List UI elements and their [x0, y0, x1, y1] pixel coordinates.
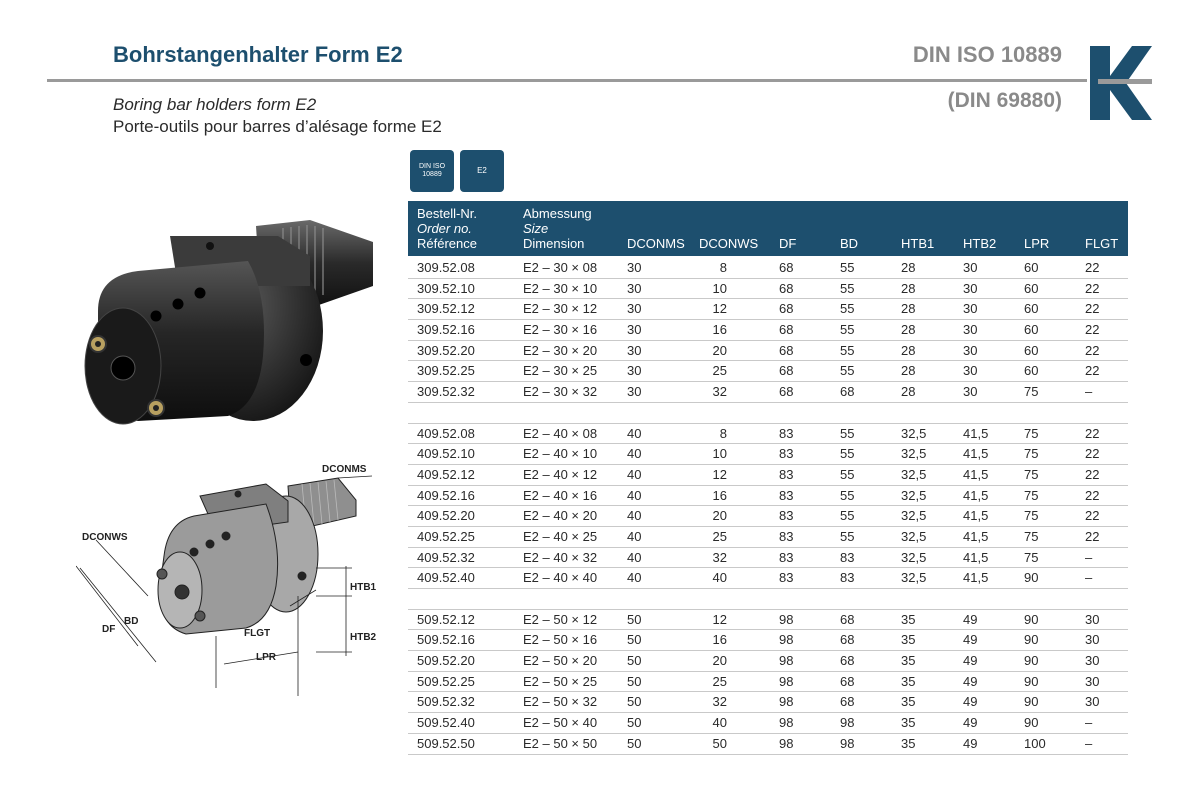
din-iso-badge-label: DIN ISO 10889: [418, 162, 446, 178]
table-cell: 22: [1085, 363, 1100, 379]
table-cell: 83: [779, 570, 794, 586]
product-photo: [78, 216, 378, 436]
header-order-fr: Référence: [417, 236, 477, 251]
label-htb1: HTB1: [350, 582, 377, 593]
table-cell: 20: [712, 508, 727, 524]
table-cell: 12: [712, 301, 727, 317]
table-row: [408, 651, 1128, 672]
table-cell: 32,5: [901, 466, 927, 482]
table-cell: E2 – 50 × 32: [523, 694, 598, 710]
table-cell: 60: [1024, 363, 1039, 379]
header-dim-fr: Dimension: [523, 236, 585, 251]
table-cell: –: [1085, 715, 1093, 731]
table-cell: 40: [627, 549, 642, 565]
table-cell: 68: [779, 301, 794, 317]
table-row: [408, 258, 1128, 279]
table-cell: 28: [901, 363, 916, 379]
table-cell: 509.52.50: [417, 735, 475, 751]
table-cell: 22: [1085, 280, 1100, 296]
table-cell: 75: [1024, 549, 1039, 565]
table-cell: 28: [901, 384, 916, 400]
header-dconms: DCONMS: [627, 236, 685, 251]
e2-badge-label: E2: [477, 166, 487, 176]
table-cell: 49: [963, 694, 978, 710]
table-cell: 68: [779, 322, 794, 338]
table-cell: 40: [627, 528, 642, 544]
table-cell: 40: [627, 487, 642, 503]
table-cell: 35: [901, 673, 916, 689]
table-cell: 22: [1085, 487, 1100, 503]
table-row: [408, 382, 1128, 403]
table-cell: 409.52.25: [417, 528, 475, 544]
table-cell: 22: [1085, 528, 1100, 544]
table-cell: 68: [840, 384, 855, 400]
table-row: [408, 548, 1128, 569]
table-cell: 28: [901, 280, 916, 296]
table-cell: 16: [712, 322, 727, 338]
table-cell: 309.52.20: [417, 342, 475, 358]
standard-old-label: (DIN 69880): [947, 89, 1062, 112]
table-cell: 55: [840, 425, 855, 441]
table-cell: 509.52.20: [417, 653, 475, 669]
table-header: [408, 201, 1128, 256]
table-cell: 509.52.40: [417, 715, 475, 731]
table-cell: 40: [627, 508, 642, 524]
table-cell: 10: [712, 446, 727, 462]
table-cell: E2 – 40 × 08: [523, 425, 598, 441]
table-cell: E2 – 50 × 16: [523, 632, 598, 648]
table-cell: 60: [1024, 260, 1039, 275]
label-bd: BD: [124, 616, 139, 627]
table-cell: 41,5: [963, 508, 989, 524]
group-spacer-row: [408, 403, 1128, 424]
table-cell: 75: [1024, 466, 1039, 482]
table-cell: 68: [840, 653, 855, 669]
table-cell: 35: [901, 735, 916, 751]
table-cell: 8: [719, 425, 727, 441]
table-row: [408, 506, 1128, 527]
table-cell: 90: [1024, 611, 1039, 627]
table-cell: 50: [627, 715, 642, 731]
table-cell: 22: [1085, 446, 1100, 462]
table-cell: 40: [627, 446, 642, 462]
header-flgt: FLGT: [1085, 236, 1119, 251]
table-cell: 35: [901, 611, 916, 627]
table-cell: E2 – 30 × 20: [523, 342, 598, 358]
label-dconms: DCONMS: [322, 464, 367, 475]
table-cell: 30: [963, 301, 978, 317]
table-cell: –: [1085, 735, 1093, 751]
table-cell: 60: [1024, 342, 1039, 358]
table-cell: 40: [627, 466, 642, 482]
table-cell: 22: [1085, 301, 1100, 317]
table-cell: 22: [1085, 466, 1100, 482]
title-rule: [47, 79, 1087, 82]
table-cell: 49: [963, 611, 978, 627]
header-bd: BD: [840, 236, 859, 251]
table-cell: E2 – 40 × 16: [523, 487, 598, 503]
table-cell: 28: [901, 260, 916, 275]
standard-label: DIN ISO 10889: [912, 42, 1062, 67]
table-cell: 25: [712, 673, 727, 689]
table-cell: 30: [1085, 653, 1100, 669]
table-cell: E2 – 30 × 32: [523, 384, 598, 400]
table-cell: 68: [840, 673, 855, 689]
table-cell: 75: [1024, 384, 1039, 400]
table-cell: 50: [627, 673, 642, 689]
table-cell: 68: [840, 694, 855, 710]
table-cell: 98: [779, 632, 794, 648]
table-cell: 409.52.10: [417, 446, 475, 462]
table-cell: 49: [963, 673, 978, 689]
table-cell: 68: [779, 384, 794, 400]
table-cell: 49: [963, 653, 978, 669]
table-cell: 20: [712, 342, 727, 358]
table-cell: 30: [1085, 673, 1100, 689]
table-cell: 41,5: [963, 466, 989, 482]
table-cell: E2 – 30 × 16: [523, 322, 598, 338]
table-body: [408, 258, 1128, 755]
header-order-en: Order no.: [417, 221, 472, 236]
table-cell: 409.52.08: [417, 425, 475, 441]
header-lpr: LPR: [1024, 236, 1050, 251]
table-row: [408, 424, 1128, 445]
table-cell: –: [1085, 570, 1093, 586]
table-row: [408, 299, 1128, 320]
subtitle-french: Porte-outils pour barres d’alésage forme E2: [113, 117, 442, 136]
table-cell: 75: [1024, 528, 1039, 544]
table-cell: 98: [779, 653, 794, 669]
table-cell: 30: [963, 280, 978, 296]
e2-badge: [460, 150, 504, 192]
group-spacer-row: [408, 589, 1128, 610]
table-cell: 25: [712, 528, 727, 544]
table-cell: 60: [1024, 322, 1039, 338]
table-cell: 68: [779, 280, 794, 296]
table-cell: 32,5: [901, 425, 927, 441]
table-cell: 55: [840, 342, 855, 358]
table-cell: E2 – 30 × 12: [523, 301, 598, 317]
table-cell: 55: [840, 508, 855, 524]
table-cell: 22: [1085, 425, 1100, 441]
table-cell: 55: [840, 280, 855, 296]
table-cell: 83: [840, 570, 855, 586]
page-title: Bohrstangenhalter Form E2: [113, 42, 403, 67]
table-cell: E2 – 30 × 08: [523, 260, 598, 275]
table-cell: 83: [779, 425, 794, 441]
din-iso-badge: [410, 150, 454, 192]
table-cell: 60: [1024, 280, 1039, 296]
table-cell: E2 – 40 × 32: [523, 549, 598, 565]
table-cell: 22: [1085, 322, 1100, 338]
table-cell: 16: [712, 632, 727, 648]
table-cell: 409.52.32: [417, 549, 475, 565]
table-cell: 50: [627, 694, 642, 710]
table-cell: 41,5: [963, 570, 989, 586]
table-cell: 28: [901, 322, 916, 338]
table-row: [408, 692, 1128, 713]
table-cell: 30: [963, 260, 978, 275]
table-row: [408, 672, 1128, 693]
table-row: [408, 279, 1128, 300]
table-cell: 41,5: [963, 487, 989, 503]
table-cell: 22: [1085, 342, 1100, 358]
header-dconws: DCONWS: [699, 236, 759, 251]
table-cell: 50: [627, 735, 642, 751]
table-cell: 83: [779, 508, 794, 524]
table-cell: 68: [779, 342, 794, 358]
table-cell: 98: [779, 611, 794, 627]
table-cell: 83: [779, 549, 794, 565]
header-dim-de: Abmessung: [523, 206, 592, 221]
table-cell: 83: [779, 446, 794, 462]
table-cell: 75: [1024, 487, 1039, 503]
table-cell: 90: [1024, 715, 1039, 731]
table-cell: 409.52.20: [417, 508, 475, 524]
table-cell: 28: [901, 342, 916, 358]
subtitle-english: Boring bar holders form E2: [113, 95, 317, 114]
table-cell: E2 – 40 × 40: [523, 570, 598, 586]
table-cell: 83: [779, 528, 794, 544]
table-cell: 98: [779, 735, 794, 751]
table-cell: 30: [627, 322, 642, 338]
table-cell: 49: [963, 632, 978, 648]
table-cell: 32,5: [901, 528, 927, 544]
table-cell: 509.52.32: [417, 694, 475, 710]
table-cell: 50: [627, 611, 642, 627]
table-cell: E2 – 30 × 10: [523, 280, 598, 296]
table-cell: E2 – 50 × 40: [523, 715, 598, 731]
table-cell: 41,5: [963, 549, 989, 565]
table-cell: 309.52.12: [417, 301, 475, 317]
label-df: DF: [102, 624, 116, 635]
table-cell: 90: [1024, 694, 1039, 710]
table-cell: E2 – 40 × 25: [523, 528, 598, 544]
table-cell: 30: [1085, 611, 1100, 627]
table-cell: 30: [627, 384, 642, 400]
table-cell: 35: [901, 694, 916, 710]
table-cell: 16: [712, 487, 727, 503]
table-cell: 55: [840, 363, 855, 379]
table-cell: 30: [963, 384, 978, 400]
table-cell: 90: [1024, 673, 1039, 689]
table-cell: 30: [627, 260, 642, 275]
table-cell: 409.52.40: [417, 570, 475, 586]
table-cell: 32,5: [901, 508, 927, 524]
table-cell: 98: [779, 694, 794, 710]
table-cell: 55: [840, 301, 855, 317]
table-cell: 28: [901, 301, 916, 317]
table-cell: 55: [840, 466, 855, 482]
table-cell: 50: [627, 653, 642, 669]
table-cell: 75: [1024, 425, 1039, 441]
label-htb2: HTB2: [350, 632, 377, 643]
table-row: [408, 568, 1128, 589]
table-cell: 90: [1024, 632, 1039, 648]
table-cell: E2 – 50 × 25: [523, 673, 598, 689]
table-row: [408, 713, 1128, 734]
table-cell: 41,5: [963, 446, 989, 462]
header-htb1: HTB1: [901, 236, 935, 251]
table-cell: 409.52.12: [417, 466, 475, 482]
table-cell: 309.52.08: [417, 260, 475, 275]
table-cell: 40: [627, 570, 642, 586]
table-cell: 30: [627, 363, 642, 379]
table-row: [408, 527, 1128, 548]
table-cell: 90: [1024, 653, 1039, 669]
table-cell: 75: [1024, 508, 1039, 524]
table-cell: 30: [627, 342, 642, 358]
table-cell: 90: [1024, 570, 1039, 586]
table-cell: 10: [712, 280, 727, 296]
table-cell: 100: [1024, 735, 1046, 751]
table-cell: 25: [712, 363, 727, 379]
table-cell: –: [1085, 549, 1093, 565]
table-cell: 40: [712, 715, 727, 731]
header-dim-en: Size: [523, 221, 549, 236]
table-cell: 30: [627, 301, 642, 317]
table-cell: 55: [840, 528, 855, 544]
table-cell: 35: [901, 715, 916, 731]
table-row: [408, 341, 1128, 362]
table-row: [408, 734, 1128, 755]
table-cell: 32,5: [901, 570, 927, 586]
table-row: [408, 630, 1128, 651]
table-cell: 40: [627, 425, 642, 441]
table-cell: 309.52.16: [417, 322, 475, 338]
header-dimension-column: [523, 206, 592, 251]
header-order-column: [417, 206, 477, 251]
table-cell: 12: [712, 611, 727, 627]
table-row: [408, 361, 1128, 382]
table-cell: 30: [1085, 694, 1100, 710]
table-cell: 68: [840, 611, 855, 627]
table-cell: 55: [840, 260, 855, 275]
table-cell: 30: [963, 342, 978, 358]
table-cell: 32: [712, 694, 727, 710]
table-cell: 30: [1085, 632, 1100, 648]
table-cell: 83: [779, 466, 794, 482]
table-cell: 22: [1085, 260, 1100, 275]
table-cell: E2 – 40 × 10: [523, 446, 598, 462]
table-cell: 75: [1024, 446, 1039, 462]
table-row: [408, 444, 1128, 465]
table-cell: 35: [901, 632, 916, 648]
table-cell: 55: [840, 322, 855, 338]
table-cell: 30: [963, 363, 978, 379]
table-cell: 8: [719, 260, 727, 275]
table-cell: –: [1085, 384, 1093, 400]
table-cell: 30: [963, 322, 978, 338]
table-row: [408, 486, 1128, 507]
label-dconws: DCONWS: [82, 532, 128, 543]
table-cell: 409.52.16: [417, 487, 475, 503]
table-cell: 509.52.12: [417, 611, 475, 627]
table-cell: 50: [712, 735, 727, 751]
brand-logo: [1088, 46, 1152, 120]
table-cell: 50: [627, 632, 642, 648]
table-cell: 83: [840, 549, 855, 565]
table-cell: 60: [1024, 301, 1039, 317]
table-cell: 49: [963, 735, 978, 751]
dimension-diagram: [76, 456, 396, 696]
table-cell: 32: [712, 384, 727, 400]
table-cell: 41,5: [963, 425, 989, 441]
table-row: [408, 320, 1128, 341]
table-cell: 68: [779, 363, 794, 379]
table-cell: 20: [712, 653, 727, 669]
table-cell: 49: [963, 715, 978, 731]
table-cell: E2 – 50 × 20: [523, 653, 598, 669]
table-cell: 98: [840, 715, 855, 731]
table-cell: 32,5: [901, 487, 927, 503]
table-cell: E2 – 40 × 12: [523, 466, 598, 482]
table-cell: 309.52.32: [417, 384, 475, 400]
table-cell: 68: [840, 632, 855, 648]
label-lpr: LPR: [256, 652, 276, 663]
table-cell: 55: [840, 487, 855, 503]
table-cell: 83: [779, 487, 794, 503]
table-cell: 309.52.25: [417, 363, 475, 379]
table-cell: 22: [1085, 508, 1100, 524]
header-order-de: Bestell-Nr.: [417, 206, 477, 221]
label-flgt: FLGT: [244, 628, 271, 639]
header-htb2: HTB2: [963, 236, 997, 251]
table-cell: 68: [779, 260, 794, 275]
table-cell: 32,5: [901, 549, 927, 565]
table-cell: 40: [712, 570, 727, 586]
table-cell: E2 – 50 × 12: [523, 611, 598, 627]
table-cell: 98: [779, 673, 794, 689]
table-cell: 509.52.25: [417, 673, 475, 689]
table-cell: 32: [712, 549, 727, 565]
header-df: DF: [779, 236, 797, 251]
table-cell: 41,5: [963, 528, 989, 544]
table-cell: 309.52.10: [417, 280, 475, 296]
table-cell: 32,5: [901, 446, 927, 462]
table-cell: 55: [840, 446, 855, 462]
table-row: [408, 610, 1128, 631]
table-cell: 98: [840, 735, 855, 751]
table-cell: 12: [712, 466, 727, 482]
table-cell: 35: [901, 653, 916, 669]
table-cell: E2 – 40 × 20: [523, 508, 598, 524]
table-cell: 509.52.16: [417, 632, 475, 648]
table-cell: 98: [779, 715, 794, 731]
table-cell: E2 – 50 × 50: [523, 735, 598, 751]
table-row: [408, 465, 1128, 486]
table-cell: E2 – 30 × 25: [523, 363, 598, 379]
table-cell: 30: [627, 280, 642, 296]
